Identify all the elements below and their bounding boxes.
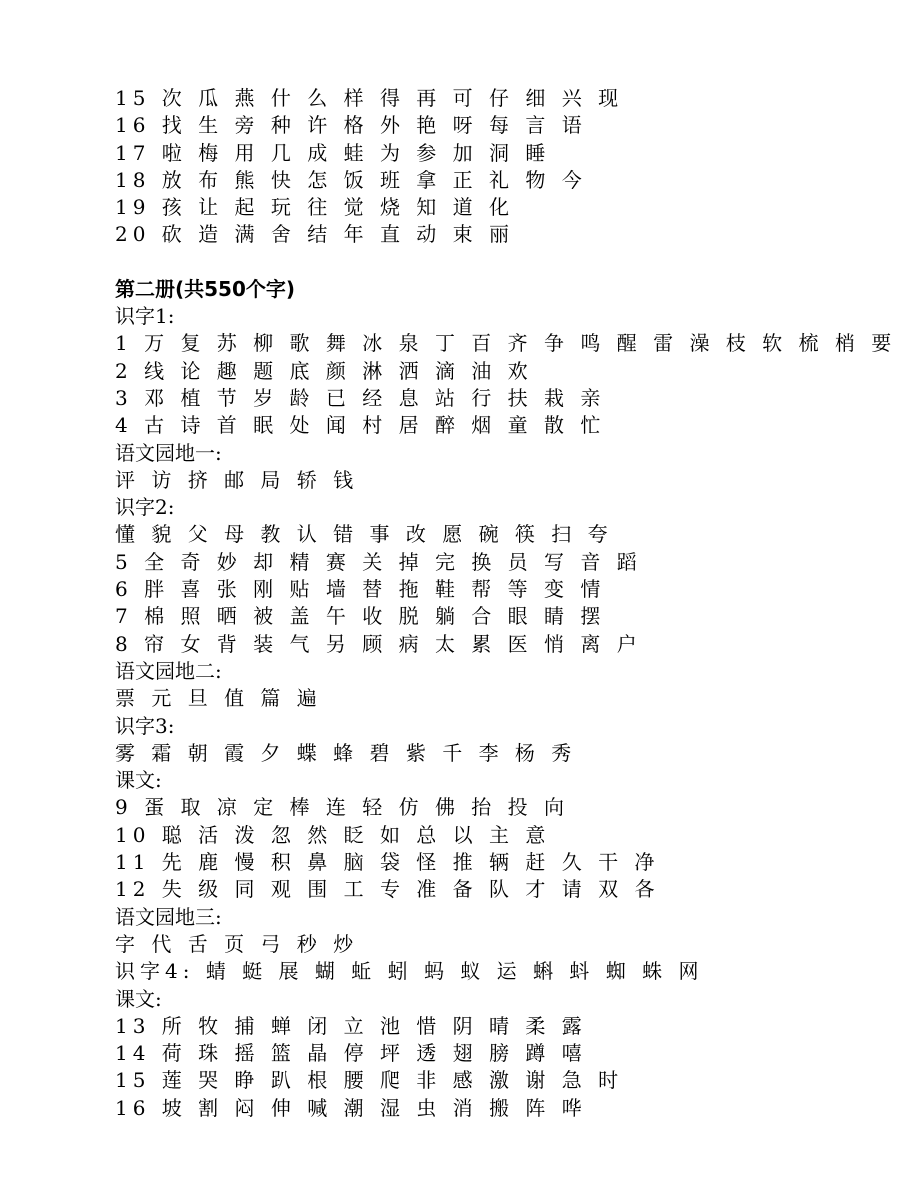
char-line: 4 古 诗 首 眠 处 闻 村 居 醉 烟 童 散 忙 <box>115 413 606 438</box>
char-line: 1 万 复 苏 柳 歌 舞 冰 泉 丁 百 齐 争 鸣 醒 雷 澡 枝 软 梳 梢 要 <box>115 331 897 356</box>
char-line: 7 棉 照 晒 被 盖 午 收 脱 躺 合 眼 睛 摆 <box>115 604 606 629</box>
char-line: 9 蛋 取 凉 定 棒 连 轻 仿 佛 抬 投 向 <box>115 795 570 820</box>
char-line: 16 坡 割 闷 伸 喊 潮 湿 虫 消 搬 阵 哗 <box>115 1095 587 1120</box>
char-line: 懂 貌 父 母 教 认 错 事 改 愿 碗 筷 扫 夸 <box>115 522 613 547</box>
char-line: 10 聪 活 泼 忽 然 眨 如 总 以 主 意 <box>115 822 551 847</box>
section-gap <box>115 249 905 276</box>
char-line: 3 邓 植 节 岁 龄 已 经 息 站 行 扶 栽 亲 <box>115 385 606 410</box>
char-line: 8 帘 女 背 装 气 另 顾 病 太 累 医 悄 离 户 <box>115 631 642 656</box>
char-line: 16 找 生 旁 种 许 格 外 艳 呀 每 言 语 <box>115 113 587 138</box>
book1-lines <box>115 85 905 249</box>
char-line: 15 莲 哭 睁 趴 根 腰 爬 非 感 激 谢 急 时 <box>115 1068 624 1093</box>
char-line: 12 失 级 同 观 围 工 专 准 备 队 才 请 双 各 <box>115 877 660 902</box>
char-line: 票 元 旦 值 篇 遍 <box>115 686 322 711</box>
char-line: 6 胖 喜 张 刚 贴 墙 替 拖 鞋 帮 等 变 情 <box>115 577 606 602</box>
section-label: 课文: <box>115 986 162 1011</box>
char-line: 评 访 挤 邮 局 轿 钱 <box>115 467 359 492</box>
char-line: 19 孩 让 起 玩 往 觉 烧 知 道 化 <box>115 195 515 220</box>
char-line: 17 啦 梅 用 几 成 蛙 为 参 加 洞 睡 <box>115 140 551 165</box>
char-line: 15 次 瓜 燕 什 么 样 得 再 可 仔 细 兴 现 <box>115 86 624 110</box>
section-label: 语文园地一: <box>115 440 222 465</box>
char-line: 字 代 舌 页 弓 秒 炒 <box>115 931 359 956</box>
char-line: 11 先 鹿 慢 积 鼻 脑 袋 怪 推 辆 赶 久 干 净 <box>115 850 660 875</box>
char-line: 雾 霜 朝 霞 夕 蝶 蜂 碧 紫 千 李 杨 秀 <box>115 740 577 765</box>
char-line: 13 所 牧 捕 蝉 闭 立 池 惜 阴 晴 柔 露 <box>115 1013 587 1038</box>
char-line: 识字4: 蜻 蜓 展 蝴 蚯 蚓 蚂 蚁 运 蝌 蚪 蜘 蛛 网 <box>115 959 704 984</box>
section-label: 识字2: <box>115 495 175 520</box>
char-line: 5 全 奇 妙 却 精 赛 关 掉 完 换 员 写 音 蹈 <box>115 549 642 574</box>
section-label: 识字3: <box>115 713 175 738</box>
section-label: 语文园地二: <box>115 658 222 683</box>
section-label: 语文园地三: <box>115 904 222 929</box>
char-line: 2 线 论 趣 题 底 颜 淋 洒 滴 油 欢 <box>115 358 533 383</box>
char-line: 14 荷 珠 摇 篮 晶 停 坪 透 翅 膀 蹲 嘻 <box>115 1041 587 1066</box>
book2-heading: 第二册(共550个字) <box>115 276 296 301</box>
char-line: 20 砍 造 满 舍 结 年 直 动 束 丽 <box>115 222 515 247</box>
section-label: 课文: <box>115 768 162 793</box>
document-page <box>115 85 905 1122</box>
char-line: 18 放 布 熊 快 怎 饭 班 拿 正 礼 物 今 <box>115 167 587 192</box>
book2-lines <box>115 303 905 1122</box>
section-label: 识字1: <box>115 304 175 329</box>
